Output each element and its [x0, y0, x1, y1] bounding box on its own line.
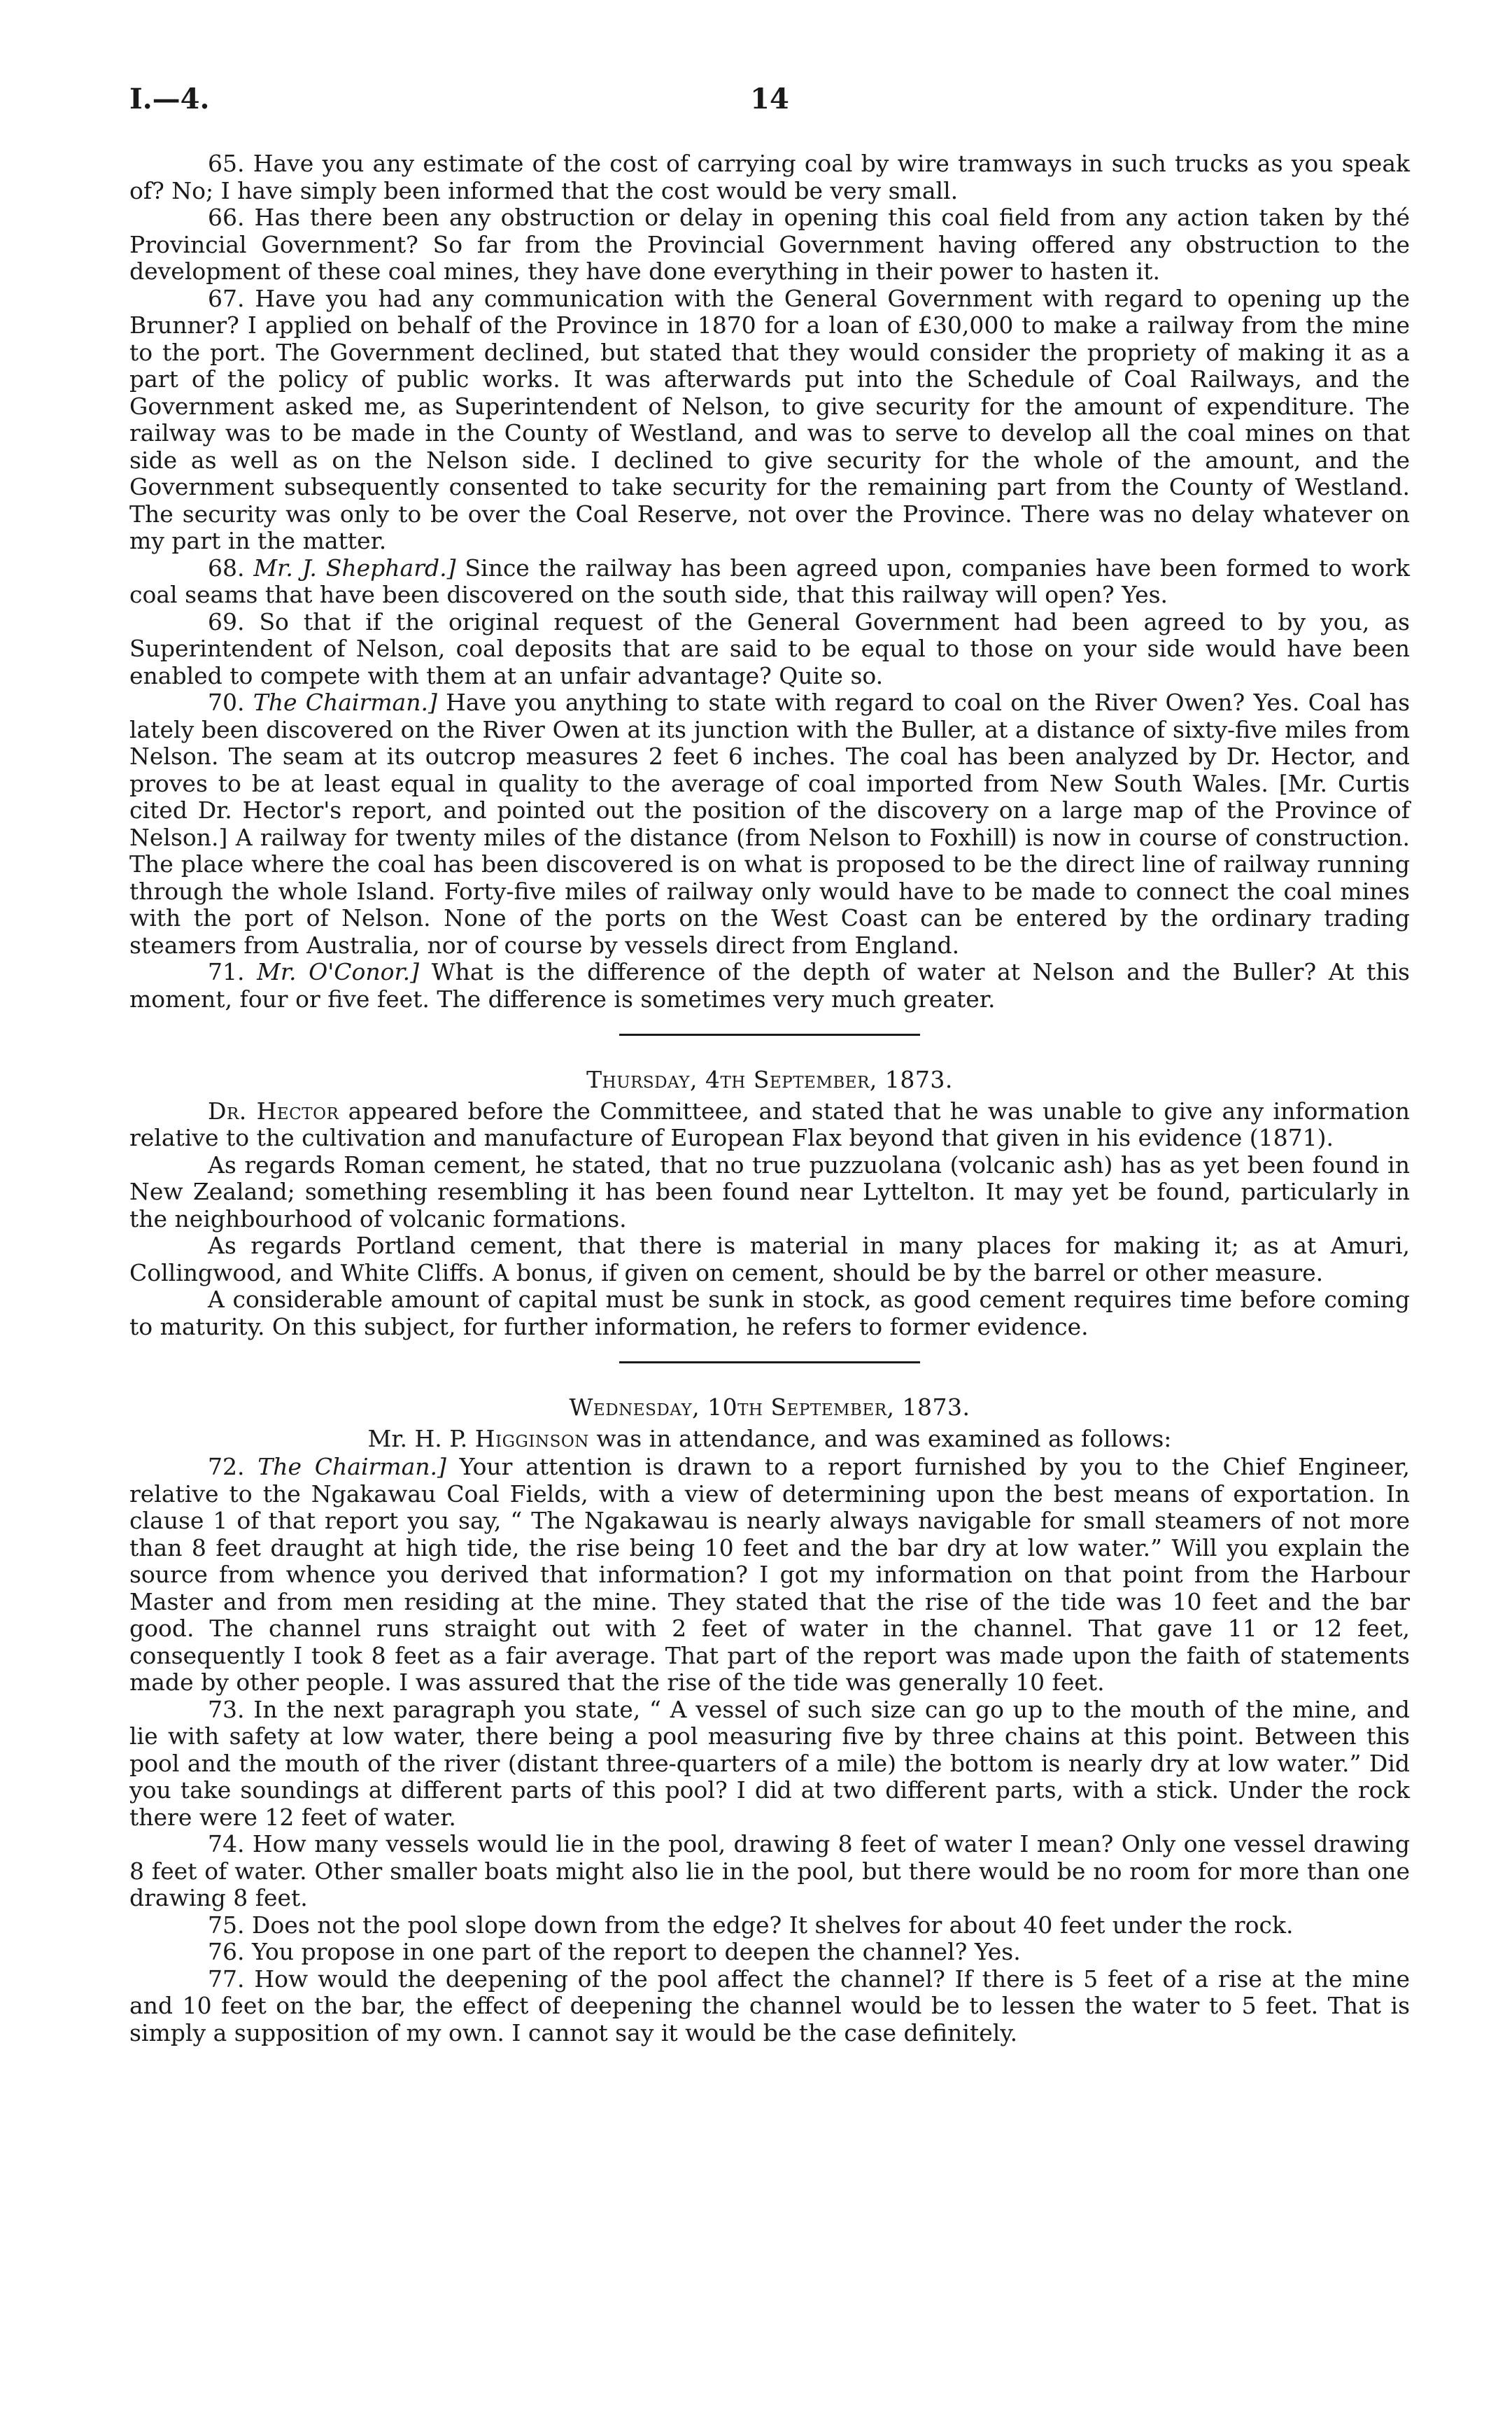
- speaker-label: Mr. O'Conor.]: [257, 958, 420, 985]
- witness-intro: [129, 1426, 1410, 1453]
- question-text: Have you anything to state with regard to coal on the River Owen? Yes. Coal has lately been discovered on the River Owen at its junction with the Buller, at a distance of sixty-five miles from Nelson. The seam at its outcrop measures 2 feet 6 inches. The coal has been analyzed by Dr. Hector, and proves to be at least equal in quality to the average of coal imported from New South Wales. [Mr. Curtis cited Dr. Hector's report, and pointed out the position of the discovery on a large map of the Province of Nelson.] A railway for twenty miles of the distance (from Nelson to Foxhill) is now in course of construction. The place where the coal has been discovered is on what is proposed to be the direct line of railway running through the whole Island. Forty-five miles of railway only would have to be made to connect the coal mines with the port of Nelson. None of the ports on the West Coast can be entered by the ordinary trading steamers from Australia, nor of course by vessels direct from England.: [129, 689, 1411, 959]
- speaker-label: The Chairman.]: [257, 1453, 446, 1480]
- question-number: 70.: [208, 689, 245, 716]
- paragraph-text: appeared before the Committeee, and stated that he was unable to give any information relative to the cultivation and manufacture of European Flax beyond that given in his evidence (1871).: [129, 1097, 1410, 1151]
- question-text: Since the railway has been agreed upon, companies have been formed to work coal seams that have been discovered on the south side, that this railway will open? Yes.: [129, 554, 1410, 608]
- question-70: [129, 689, 1410, 959]
- hector-paragraph-1: [129, 1098, 1410, 1152]
- question-74: 74. How many vessels would lie in the pool, drawing 8 feet of water I mean? Only one vessel drawing 8 feet of water. Other smaller boats might also lie in the pool, but there would be no room for more than one drawing 8 feet.: [129, 1830, 1410, 1911]
- question-number: 71.: [208, 958, 245, 985]
- question-76: 76. You propose in one part of the report to deepen the channel? Yes.: [208, 1938, 1021, 1965]
- speaker-label: Mr. J. Shephard.]: [253, 554, 456, 582]
- hector-paragraph-4: A considerable amount of capital must be sunk in stock, as good cement requires time before coming to maturity. On this subject, for further information, he refers to former evidence.: [129, 1286, 1410, 1340]
- date-heading-thursday: Thursday, 4th September, 1873.: [586, 1066, 953, 1093]
- speaker-label: The Chairman.]: [253, 689, 437, 716]
- question-number: 72.: [208, 1453, 245, 1480]
- document-body: [129, 150, 1410, 2046]
- date-heading-wednesday: Wednesday, 10th September, 1873.: [569, 1393, 970, 1421]
- question-65: 65. Have you any estimate of the cost of carrying coal by wire tramways in such trucks as you speak of? No; I have simply been informed that the cost would be very small.: [129, 150, 1410, 204]
- intro-text: was in attendance, and was examined as follows:: [596, 1424, 1172, 1452]
- witness-initials: Mr. H. P.: [367, 1424, 468, 1452]
- question-number: 68.: [208, 554, 245, 582]
- question-68: [129, 555, 1410, 609]
- paper-reference: I.—4.: [129, 83, 210, 115]
- question-77: 77. How would the deepening of the pool affect the channel? If there is 5 feet of a rise at the mine and 10 feet on the bar, the effect of deepening the channel would be to lessen the water to 5 feet. That is simply a supposition of my own. I cannot say it would be the case definitely.: [129, 1965, 1410, 2046]
- section-divider: [619, 1361, 920, 1363]
- question-67: 67. Have you had any communication with the General Government with regard to opening up the Brunner? I applied on behalf of the Province in 1870 for a loan of £30,000 to make a railway from the mine to the port. The Government declined, but stated that they would consider the propriety of making it as a part of the policy of public works. It was afterwards put into the Schedule of Coal Railways, and the Government asked me, as Superintendent of Nelson, to give security for the amount of expenditure. The railway was to be made in the County of Westland, and was to serve to develop all the coal mines on that side as well as on the Nelson side. I declined to give security for the whole of the amount, and the Government subsequently consented to take security for the remaining part from the County of Westland. The security was only to be over the Coal Reserve, not over the Province. There was no delay whatever on my part in the matter.: [129, 284, 1410, 554]
- question-text: What is the difference of the depth of water at Nelson and the Buller? At this moment, four or five feet. The difference is sometimes very much greater.: [129, 958, 1410, 1013]
- question-73: 73. In the next paragraph you state, “ A vessel of such size can go up to the mouth of the mine, and lie with safety at low water, there being a pool measuring five by three chains at this point. Between this pool and the mouth of the river (distant three-quarters of a mile) the bottom is nearly dry at low water.” Did you take soundings at different parts of this pool? I did at two different parts, with a stick. Under the rock there were 12 feet of water.: [129, 1695, 1410, 1831]
- witness-name: Dr. Hector: [208, 1097, 339, 1125]
- question-71: [129, 959, 1410, 1013]
- page-header: [129, 83, 1410, 132]
- section-divider: [619, 1034, 920, 1036]
- hector-paragraph-2: As regards Roman cement, he stated, that no true puzzuolana (volcanic ash) has as yet been found in New Zealand; something resembling it has been found near Lyttelton. It may yet be found, particularly in the neighbourhood of volcanic formations.: [129, 1151, 1410, 1232]
- hector-paragraph-3: As regards Portland cement, that there is material in many places for making it; as at Amuri, Collingwood, and White Cliffs. A bonus, if given on cement, should be by the barrel or other measure.: [129, 1232, 1410, 1286]
- question-72: [129, 1454, 1410, 1697]
- page-number: 14: [750, 83, 789, 115]
- witness-name: Higginson: [474, 1424, 589, 1452]
- question-75: 75. Does not the pool slope down from the edge? It shelves for about 40 feet under the rock.: [208, 1911, 1294, 1939]
- question-66: 66. Has there been any obstruction or delay in opening this coal field from any action taken by thé Provincial Government? So far from the Provincial Government having offered any obstruction to the development of these coal mines, they have done everything in their power to hasten it.: [129, 204, 1410, 285]
- question-text: Your attention is drawn to a report furnished by you to the Chief Engineer, relative to the Ngakawau Coal Fields, with a view of determining upon the best means of exportation. In clause 1 of that report you say, “ The Ngakawau is nearly always navigable for small steamers of not more than 8 feet draught at high tide, the rise being 10 feet and the bar dry at low water.” Will you explain the source from whence you derived that information? I got my information on that point from the Harbour Master and from men residing at the mine. They stated that the rise of the tide was 10 feet and the bar good. The channel runs straight out with 2 feet of water in the channel. That gave 11 or 12 feet, consequently I took 8 feet as a fair average. That part of the report was made upon the faith of statements made by other people. I was assured that the rise of the tide was generally 10 feet.: [129, 1453, 1410, 1696]
- question-69: 69. So that if the original request of the General Government had been agreed to by you, as Superintendent of Nelson, coal deposits that are said to be equal to those on your side would have been enabled to compete with them at an unfair advantage? Quite so.: [129, 608, 1410, 689]
